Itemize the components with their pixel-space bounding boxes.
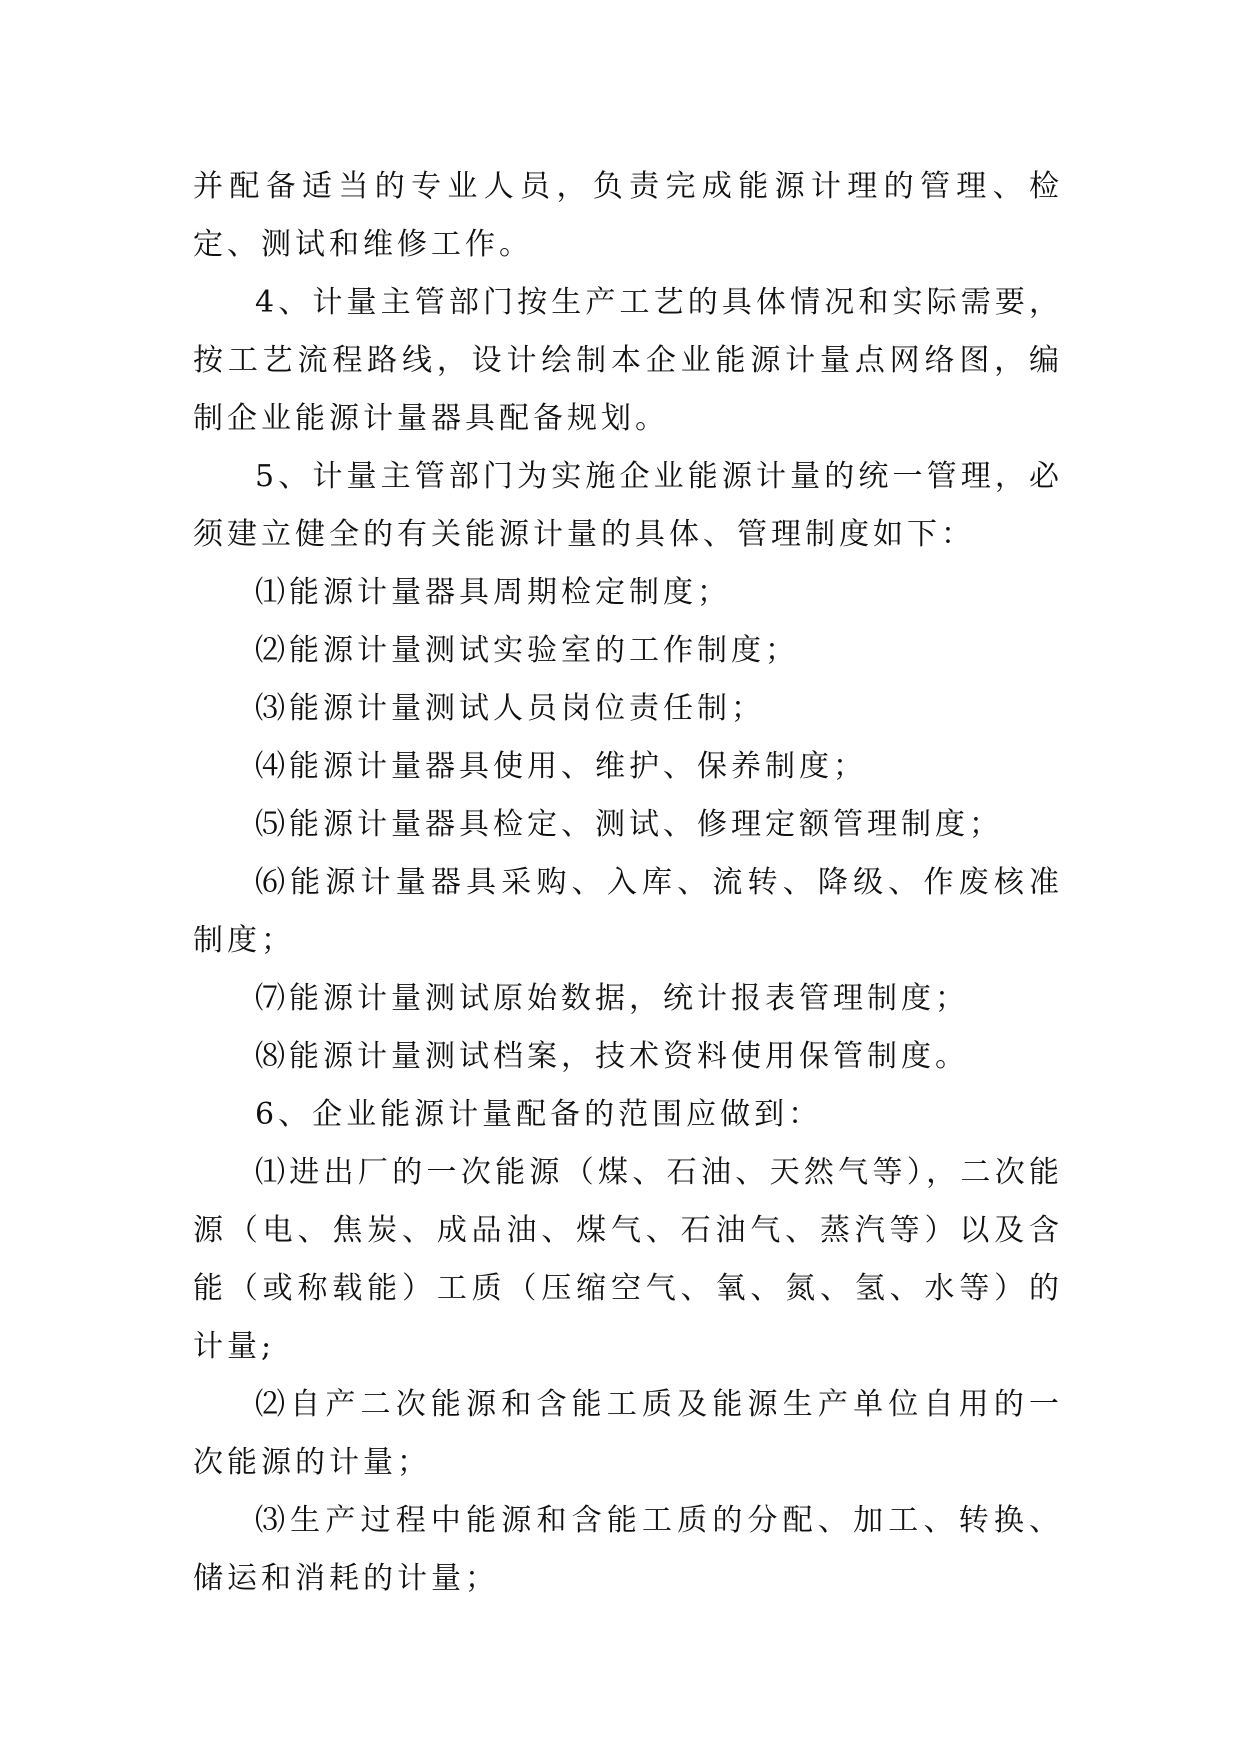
list-item: ⑵自产二次能源和含能工质及能源生产单位自用的一次能源的计量； — [193, 1387, 1063, 1480]
list-item: ⑶生产过程中能源和含能工质的分配、加工、转换、储运和消耗的计量； — [193, 1503, 1063, 1596]
list-item: ⑷能源计量器具使用、维护、保养制度； — [255, 749, 867, 784]
paragraph: 5、计量主管部门为实施企业能源计量的统一管理，必须建立健全的有关能源计量的具体、管理制度如下： — [193, 459, 1063, 552]
list-item: ⑸能源计量器具检定、测试、修理定额管理制度； — [255, 807, 1003, 842]
list-item: ⑶能源计量测试人员岗位责任制； — [255, 691, 765, 726]
list-item: ⑺能源计量测试原始数据，统计报表管理制度； — [255, 981, 969, 1016]
paragraph: 6、企业能源计量配备的范围应做到： — [255, 1097, 823, 1132]
paragraph: 并配备适当的专业人员，负责完成能源计理的管理、检定、测试和维修工作。 — [193, 169, 1063, 262]
list-item: ⑴能源计量器具周期检定制度； — [255, 575, 731, 610]
document-body — [193, 158, 1063, 1608]
paragraph: 4、计量主管部门按生产工艺的具体情况和实际需要，按工艺流程路线，设计绘制本企业能源计量点网络图，编制企业能源计量器具配备规划。 — [193, 285, 1063, 436]
list-item: ⑴进出厂的一次能源（煤、石油、天然气等），二次能源（电、焦炭、成品油、煤气、石油气、蒸汽等）以及含能（或称载能）工质（压缩空气、氧、氮、氢、水等）的计量; — [193, 1155, 1063, 1364]
list-item: ⑵能源计量测试实验室的工作制度； — [255, 633, 799, 668]
list-item: ⑹能源计量器具采购、入库、流转、降级、作废核准制度； — [193, 865, 1063, 958]
list-item: ⑻能源计量测试档案，技术资料使用保管制度。 — [255, 1039, 969, 1074]
